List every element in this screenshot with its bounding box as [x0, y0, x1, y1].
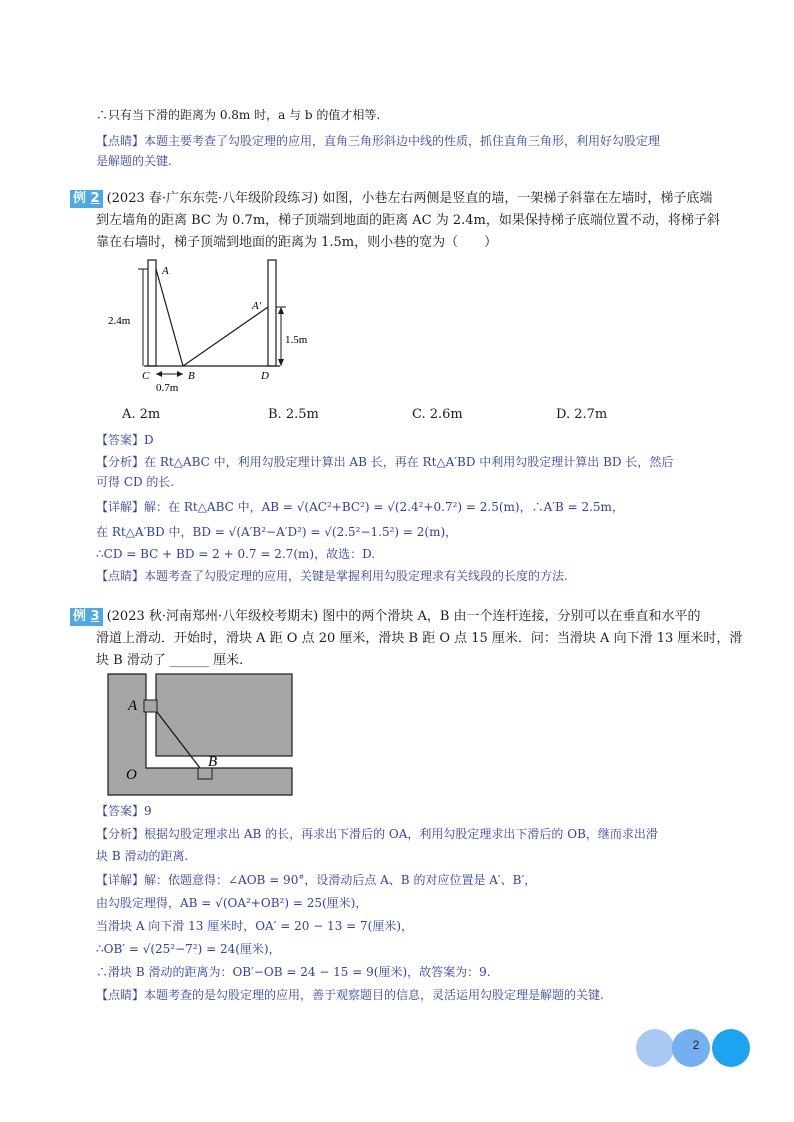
key-point-line-2: 是解题的关键.	[96, 154, 172, 168]
example-3-detail-4: ∴OB′ = √(25²−7²) = 24(厘米)，	[96, 942, 281, 956]
label-B: B	[208, 754, 218, 770]
example-3-detail-2: 由勾股定理得，AB = √(OA²+OB²) = 25(厘米)，	[96, 896, 368, 910]
example-2-question-line-1: 例 2 (2023 春·广东东莞·八年级阶段练习) 如图，小巷左右两侧是竖直的墙，一架梯子斜靠在左墙时，梯子底端	[70, 188, 712, 210]
option-a[interactable]: A. 2m	[122, 407, 161, 422]
example-3-detail-1: 【详解】解：依题意得：∠AOB = 90°，设滑动后点 A、B 的对应位置是 A′、B′，	[96, 873, 537, 887]
example-badge: 例 3	[70, 608, 103, 626]
example-3-key-point: 【点睛】本题考查的是勾股定理的应用，善于观察题目的信息，灵活运用勾股定理是解题的关键.	[96, 988, 604, 1002]
example-2-detail-1: 【详解】解：在 Rt△ABC 中，AB = √(AC²+BC²) = √(2.4²+0.7²) = 2.5(m)，∴A′B = 2.5m，	[96, 500, 624, 514]
example-2-analysis-2: 可得 CD 的长.	[96, 475, 175, 489]
example-3-detail-5: ∴滑块 B 滑动的距离为：OB′−OB = 24 − 15 = 9(厘米)，故答案为：9.	[96, 965, 491, 979]
option-d[interactable]: D. 2.7m	[556, 407, 608, 422]
label-A-prime: A′	[252, 300, 262, 312]
decor-dot-dark	[712, 1029, 750, 1067]
slider-figure	[106, 672, 296, 798]
example-2-question-line-3: 靠在右墙时，梯子顶端到地面的距离为 1.5m，则小巷的宽为（ ）	[96, 235, 498, 250]
decor-dot-light	[636, 1029, 674, 1067]
page-number: 2	[692, 1038, 700, 1052]
example-3-analysis-2: 块 B 滑动的距离.	[96, 849, 189, 863]
example-3-detail-3: 当滑块 A 向下滑 13 厘米时，OA′ = 20 − 13 = 7(厘米)，	[96, 919, 414, 933]
label-D: D	[261, 370, 269, 382]
label-B: B	[188, 370, 195, 382]
example-2-answer: 【答案】D	[96, 433, 154, 447]
label-O: O	[126, 767, 137, 783]
example-3-question-line-3: 块 B 滑动了 ______ 厘米.	[96, 653, 244, 668]
conclusion-line: ∴只有当下滑的距离为 0.8m 时，a 与 b 的值才相等.	[96, 108, 381, 122]
ladder-alley-figure	[100, 255, 340, 395]
label-1-5m: 1.5m	[285, 334, 308, 346]
label-0-7m: 0.7m	[156, 382, 179, 394]
option-b[interactable]: B. 2.5m	[268, 407, 319, 422]
key-point-line-1: 【点睛】本题主要考查了勾股定理的应用，直角三角形斜边中线的性质，抓住直角三角形，利用好勾股定理	[96, 134, 661, 148]
example-2-detail-2: 在 Rt△A′BD 中，BD = √(A′B²−A′D²) = √(2.5²−1.5²) = 2(m)，	[96, 525, 458, 539]
label-C: C	[142, 370, 150, 382]
example-2-key-point: 【点睛】本题考查了勾股定理的应用，关键是掌握利用勾股定理求有关线段的长度的方法.	[96, 569, 568, 583]
example-3-question-line-1: 例 3 (2023 秋·河南郑州·八年级校考期末) 图中的两个滑块 A，B 由一个连杆连接，分别可以在垂直和水平的	[70, 606, 701, 628]
example-badge: 例 2	[70, 190, 103, 208]
option-c[interactable]: C. 2.6m	[412, 407, 463, 422]
example-2-question-line-2: 到左墙角的距离 BC 为 0.7m，梯子顶端到地面的距离 AC 为 2.4m，如果保持梯子底端位置不动，将梯子斜	[96, 213, 720, 228]
example-3-analysis-1: 【分析】根据勾股定理求出 AB 的长，再求出下滑后的 OA，利用勾股定理求出下滑后的 OB，继而求出滑	[96, 827, 658, 841]
example-3-answer: 【答案】9	[96, 804, 152, 818]
label-2-4m: 2.4m	[108, 315, 131, 327]
label-A: A	[128, 698, 138, 714]
example-3-question-line-2: 滑道上滑动．开始时，滑块 A 距 O 点 20 厘米，滑块 B 距 O 点 15 厘米．问：当滑块 A 向下滑 13 厘米时，滑	[96, 631, 743, 646]
label-A: A	[162, 265, 169, 277]
example-2-detail-3: ∴CD = BC + BD = 2 + 0.7 = 2.7(m)，故选：D.	[96, 547, 376, 561]
example-2-analysis-1: 【分析】在 Rt△ABC 中，利用勾股定理计算出 AB 长，再在 Rt△A′BD 中利用勾股定理计算出 BD 长，然后	[96, 455, 674, 469]
